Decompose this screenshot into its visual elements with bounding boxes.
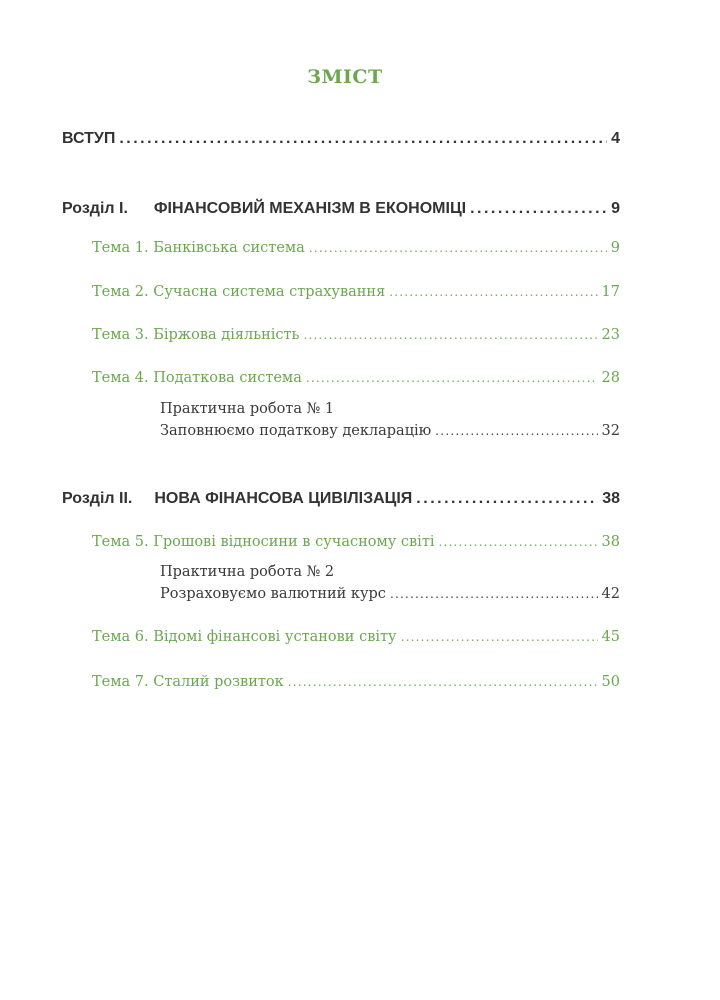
toc-entry-page: 17 — [601, 284, 620, 300]
toc-topic-label: Тема 2. Сучасна система страхування — [92, 284, 386, 300]
toc-section-label — [62, 200, 466, 218]
toc-entry-page: 9 — [610, 240, 620, 256]
toc-practical-1[interactable] — [160, 423, 620, 439]
section-title: ФІНАНСОВИЙ МЕХАНІЗМ В ЕКОНОМІЦІ — [153, 200, 467, 217]
toc-topic-2[interactable] — [92, 284, 620, 300]
toc-entry-page: 32 — [601, 423, 620, 439]
toc-topic-label: Тема 5. Грошові відносини в сучасному світі — [92, 534, 435, 550]
section-prefix: Розділ І. — [62, 200, 128, 217]
toc-topic-7[interactable] — [92, 674, 620, 690]
section-prefix: Розділ ІІ. — [62, 490, 133, 507]
toc-practical-2[interactable] — [160, 586, 620, 602]
toc-topic-6[interactable] — [92, 629, 620, 645]
dot-leader — [438, 535, 597, 549]
dot-leader — [470, 200, 607, 218]
toc-topic-label: Тема 4. Податкова система — [92, 370, 302, 386]
section-title: НОВА ФІНАНСОВА ЦИВІЛІЗАЦІЯ — [154, 490, 413, 507]
toc-entry-page: 28 — [601, 370, 620, 386]
dot-leader — [309, 241, 607, 255]
toc-practical-label: Заповнюємо податкову декларацію — [160, 423, 432, 439]
toc-entry-page: 4 — [611, 130, 620, 147]
dot-leader — [288, 675, 598, 689]
toc-entry-page: 50 — [601, 674, 620, 690]
toc-practical-label: Розраховуємо валютний курс — [160, 586, 386, 602]
toc-entry-page: 42 — [601, 586, 620, 602]
toc-entry-page: 9 — [611, 200, 620, 217]
toc-entry-intro[interactable] — [62, 130, 620, 148]
toc-entry-page: 45 — [601, 629, 620, 645]
practical-work-heading: Практична робота № 1 — [160, 401, 335, 417]
practical-work-heading: Практична робота № 2 — [160, 564, 335, 580]
toc-section-1[interactable] — [62, 200, 620, 218]
dot-leader — [390, 587, 598, 601]
toc-topic-3[interactable] — [92, 327, 620, 343]
toc-entry-page: 38 — [602, 490, 620, 507]
toc-entry-page: 38 — [601, 534, 620, 550]
toc-topic-5[interactable] — [92, 534, 620, 550]
toc-topic-4[interactable] — [92, 370, 620, 386]
dot-leader — [303, 328, 597, 342]
dot-leader — [416, 490, 598, 508]
toc-entry-page: 23 — [601, 327, 620, 343]
toc-topic-label: Тема 7. Сталий розвиток — [92, 674, 284, 690]
dot-leader — [435, 424, 597, 438]
toc-section-label — [62, 490, 412, 508]
toc-topic-label: Тема 3. Біржова діяльність — [92, 327, 300, 343]
toc-entry-label: ВСТУП — [62, 130, 116, 147]
dot-leader — [401, 630, 598, 644]
dot-leader — [119, 130, 607, 148]
toc-topic-label: Тема 6. Відомі фінансові установи світу — [92, 629, 397, 645]
toc-section-2[interactable] — [62, 490, 620, 508]
dot-leader — [389, 285, 597, 299]
toc-title: ЗМІСТ — [307, 66, 383, 88]
toc-topic-label: Тема 1. Банківська система — [92, 240, 305, 256]
toc-topic-1[interactable] — [92, 240, 620, 256]
dot-leader — [306, 371, 598, 385]
